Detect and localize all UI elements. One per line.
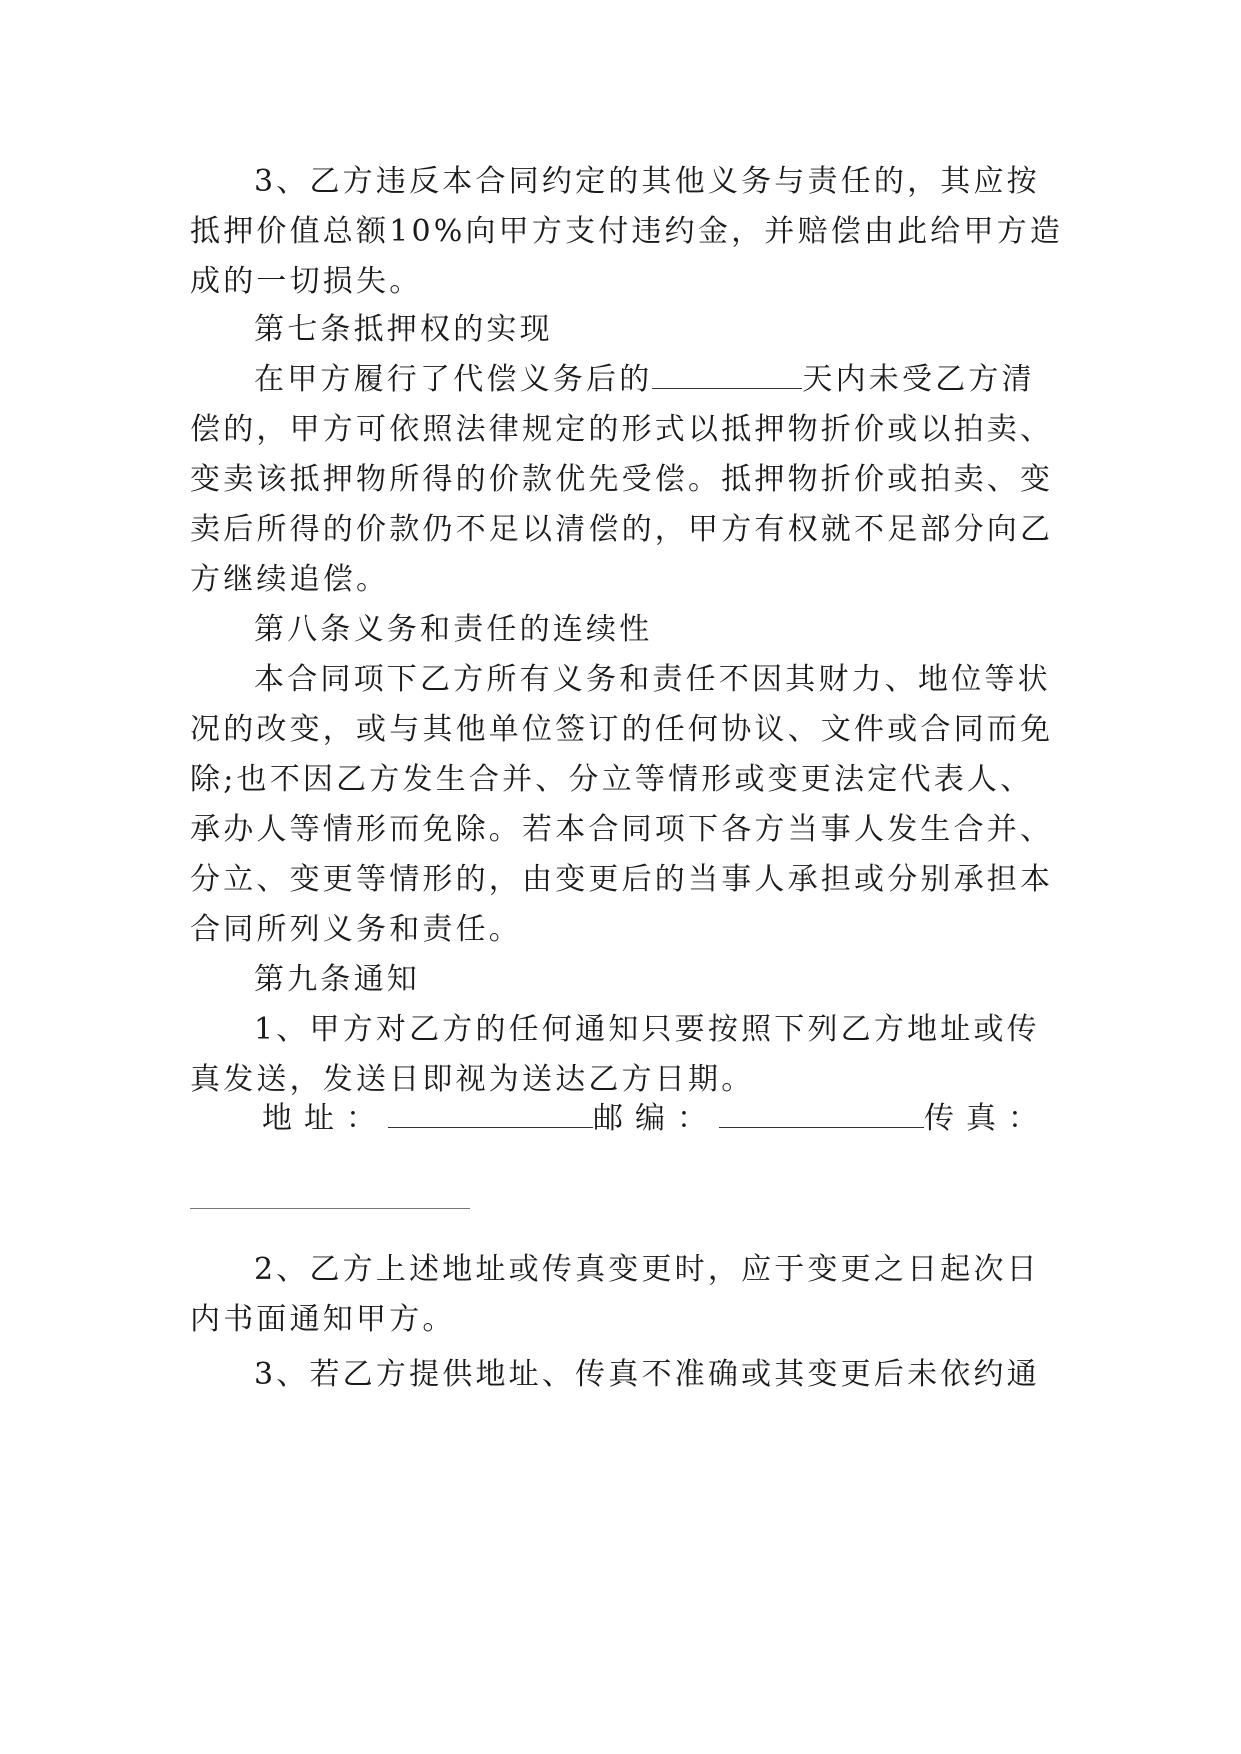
fax-blank-line (190, 1208, 470, 1209)
paragraph-line: 分立、变更等情形的，由变更后的当事人承担或分别承担本 (190, 862, 1054, 897)
paragraph-line: 合同所列义务和责任。 (190, 912, 522, 947)
text-segment: 在甲方履行了代偿义务后的 (254, 362, 653, 397)
paragraph-line: 承办人等情形而免除。若本合同项下各方当事人发生合并、 (190, 812, 1054, 847)
paragraph-line: 方继续追偿。 (190, 562, 390, 597)
paragraph-line: 抵押价值总额10%向甲方支付违约金，并赔偿由此给甲方造 (190, 214, 1064, 249)
days-blank (652, 358, 802, 389)
paragraph-line: 况的改变，或与其他单位签订的任何协议、文件或合同而免 (190, 712, 1054, 747)
paragraph-line: 3、乙方违反本合同约定的其他义务与责任的，其应按 (254, 164, 1040, 199)
paragraph-line: 1、甲方对乙方的任何通知只要按照下列乙方地址或传 (254, 1012, 1040, 1047)
paragraph-line: 变卖该抵押物所得的价款优先受偿。抵押物折价或拍卖、变 (190, 462, 1054, 497)
postcode-label: 邮编： (593, 1101, 719, 1136)
postcode-blank (719, 1097, 924, 1128)
article-heading-7: 第七条抵押权的实现 (254, 312, 553, 347)
paragraph-line: 2、乙方上述地址或传真变更时，应于变更之日起次日 (254, 1252, 1040, 1287)
paragraph-line: 成的一切损失。 (190, 264, 423, 299)
fax-label: 传真： (924, 1101, 1050, 1136)
article-heading-9: 第九条通知 (254, 962, 420, 997)
paragraph-line: 偿的，甲方可依照法律规定的形式以抵押物折价或以拍卖、 (190, 412, 1054, 447)
address-blank (388, 1097, 593, 1128)
paragraph-line: 卖后所得的价款仍不足以清偿的，甲方有权就不足部分向乙 (190, 512, 1054, 547)
address-label: 地址： (262, 1101, 388, 1136)
paragraph-line: 3、若乙方提供地址、传真不准确或其变更后未依约通 (254, 1357, 1040, 1392)
paragraph-line: 内书面通知甲方。 (190, 1302, 456, 1337)
paragraph-line-with-blank (254, 358, 1035, 402)
paragraph-line: 本合同项下乙方所有义务和责任不因其财力、地位等状 (254, 662, 1051, 697)
article-heading-8: 第八条义务和责任的连续性 (254, 612, 653, 647)
address-row (262, 1097, 1050, 1141)
paragraph-line: 真发送，发送日即视为送达乙方日期。 (190, 1062, 755, 1097)
paragraph-line: 除;也不因乙方发生合并、分立等情形或变更法定代表人、 (190, 762, 1034, 797)
text-segment: 天内未受乙方清 (802, 362, 1035, 397)
